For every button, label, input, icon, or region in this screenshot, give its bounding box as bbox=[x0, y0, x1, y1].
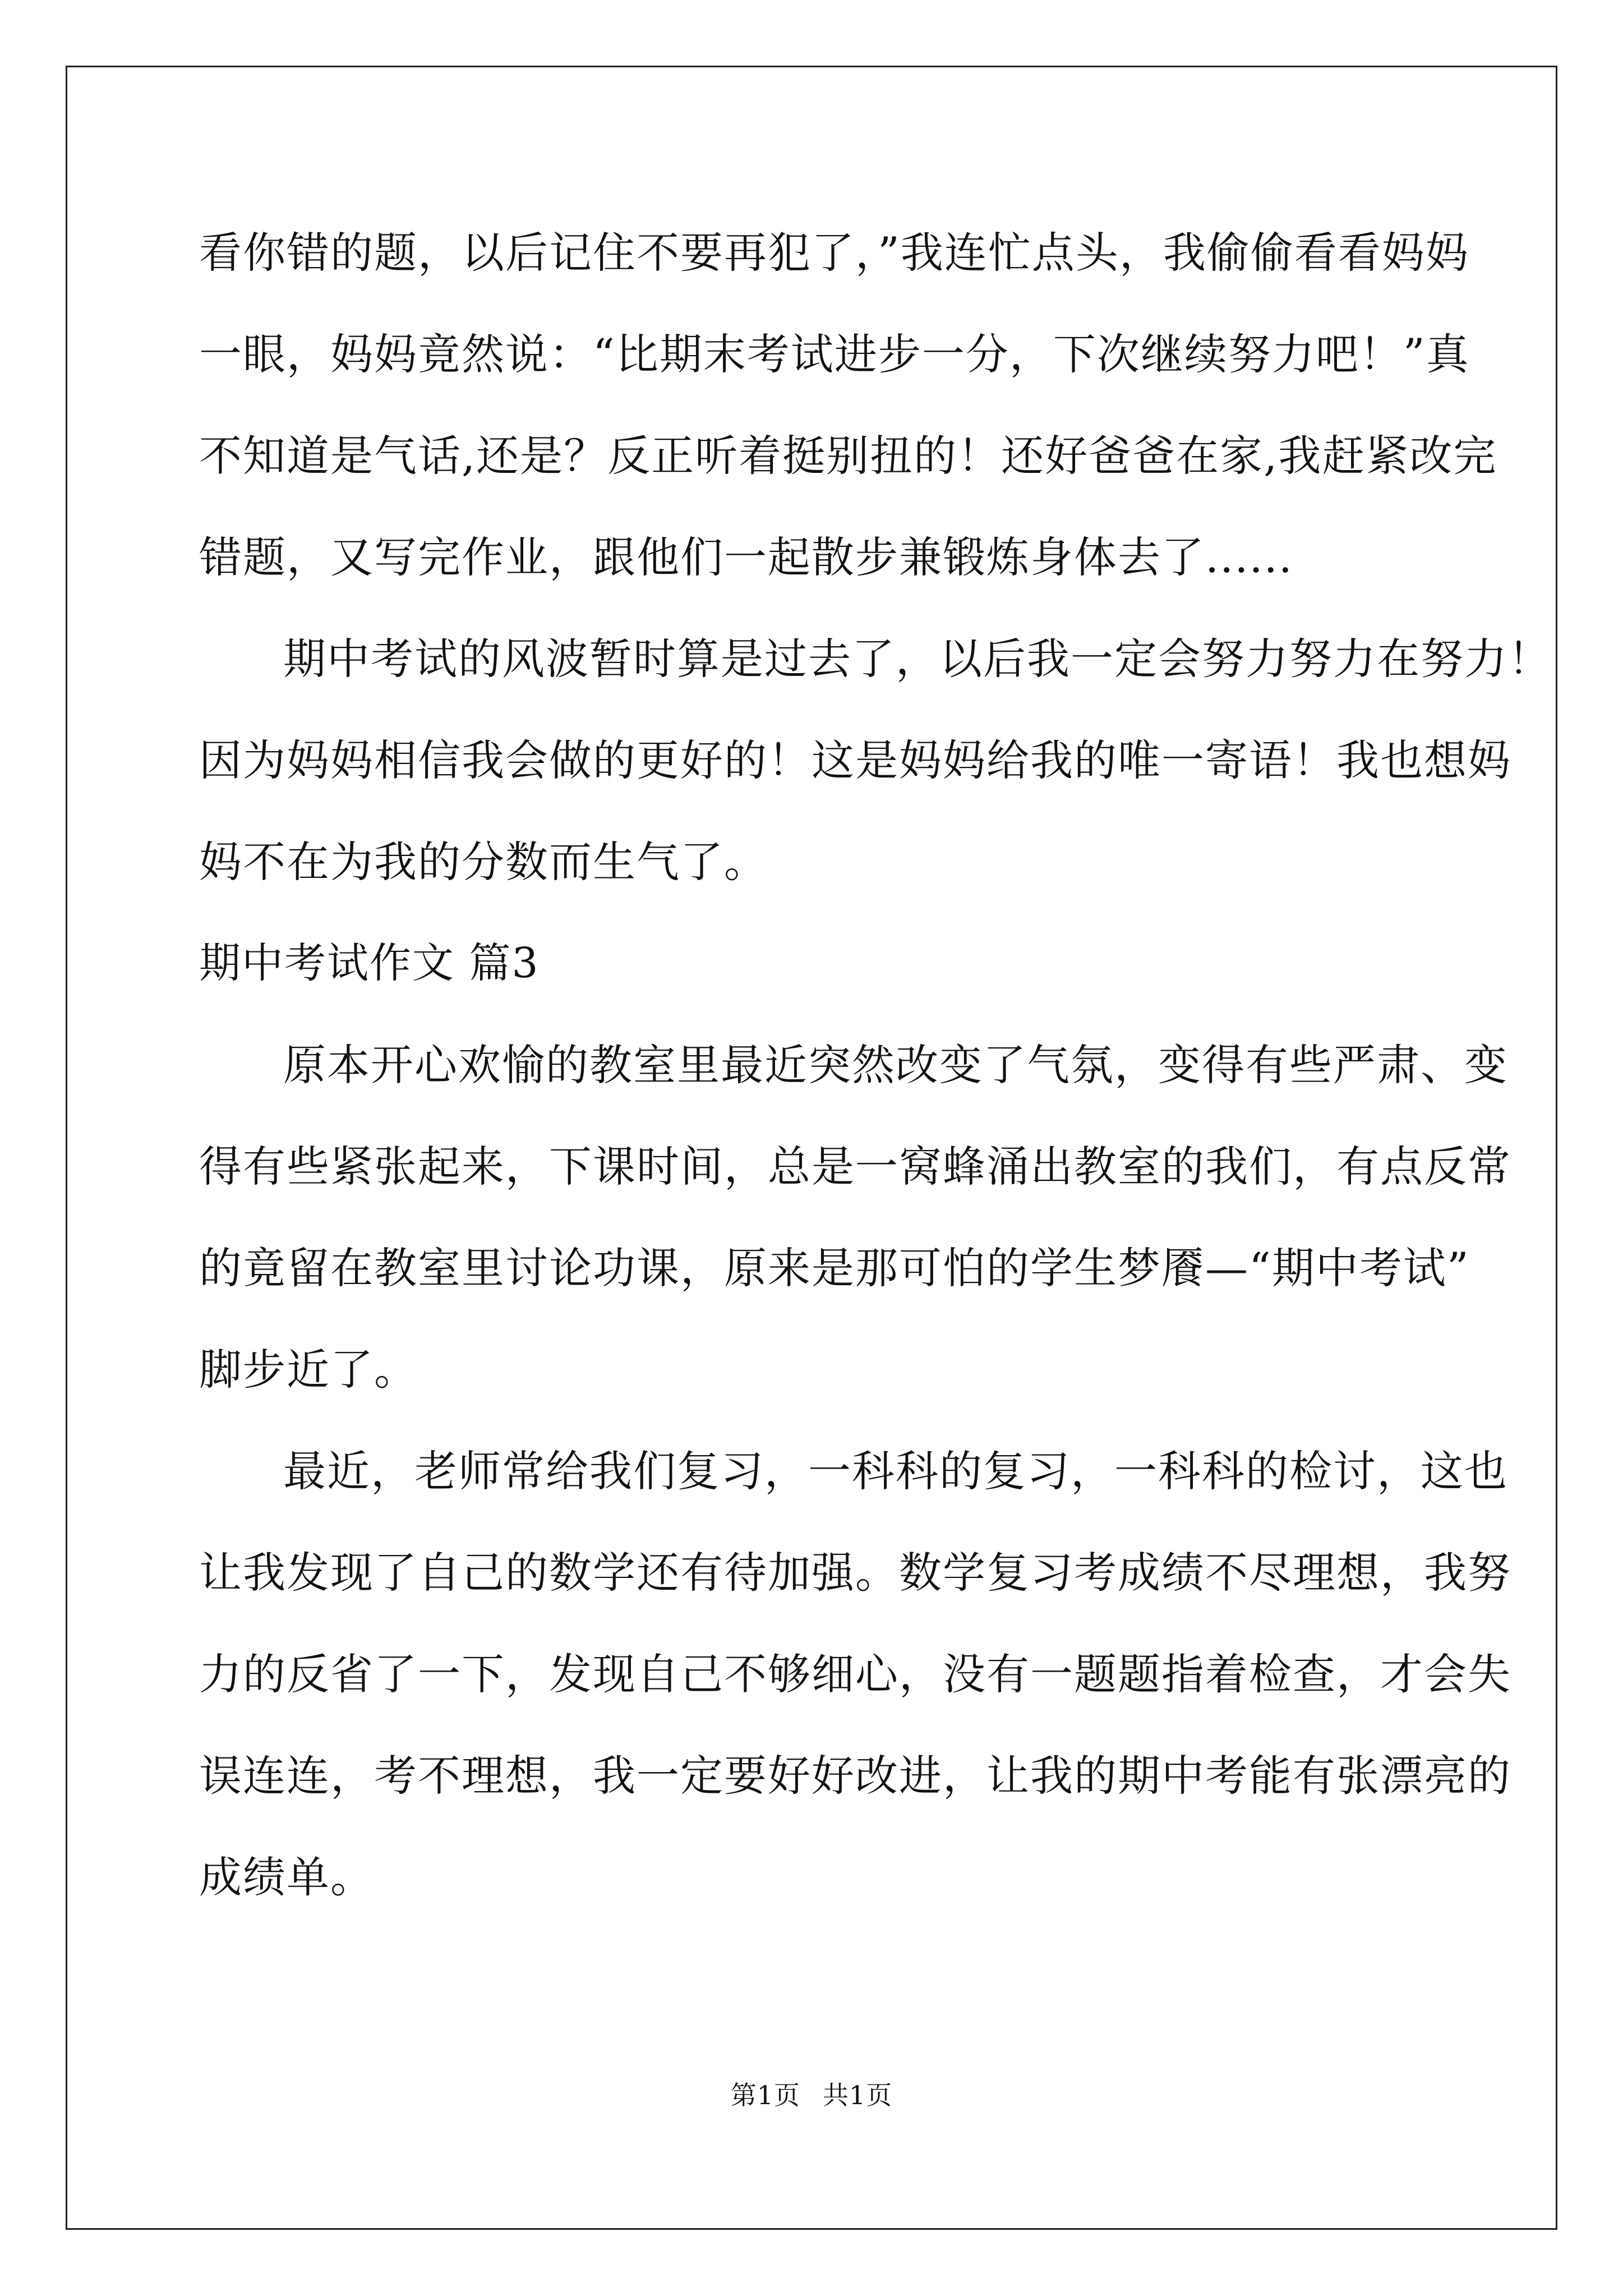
paragraph-start-line: 最近，老师常给我们复习，一科科的复习，一科科的检讨，这也 bbox=[283, 1446, 1508, 1496]
text-line: 的竟留在教室里讨论功课，原来是那可怕的学生梦餍—“期中考试” bbox=[199, 1243, 1470, 1293]
page-footer bbox=[0, 2078, 1623, 2112]
section-heading: 期中考试作文 篇3 bbox=[199, 939, 540, 987]
text-line: 错题，又写完作业，跟他们一起散步兼锻炼身体去了...... bbox=[199, 532, 1293, 582]
page-number: 第1页 bbox=[730, 2080, 800, 2110]
text-line: 一眼，妈妈竟然说：“比期末考试进步一分，下次继续努力吧！”真 bbox=[199, 329, 1470, 379]
text-line: 妈不在为我的分数而生气了。 bbox=[199, 837, 768, 887]
text-line: 让我发现了自己的数学还有待加强。数学复习考成绩不尽理想，我努 bbox=[199, 1548, 1511, 1598]
text-line: 得有些紧张起来，下课时间，总是一窝蜂涌出教室的我们，有点反常 bbox=[199, 1142, 1511, 1191]
document-body bbox=[199, 202, 1552, 1928]
page-total: 共1页 bbox=[823, 2080, 893, 2110]
text-line: 力的反省了一下，发现自己不够细心，没有一题题指着检查，才会失 bbox=[199, 1649, 1511, 1699]
paragraph-start-line: 期中考试的风波暂时算是过去了，以后我一定会努力努力在努力！ bbox=[283, 634, 1552, 684]
text-line: 脚步近了。 bbox=[199, 1345, 418, 1395]
paragraph-start-line: 原本开心欢愉的教室里最近突然改变了气氛，变得有些严肃、变 bbox=[283, 1040, 1508, 1090]
text-line: 看你错的题，以后记住不要再犯了，”我连忙点头，我偷偷看看妈妈 bbox=[199, 228, 1469, 278]
text-line: 因为妈妈相信我会做的更好的！这是妈妈给我的唯一寄语！我也想妈 bbox=[199, 735, 1511, 785]
text-line: 不知道是气话,还是？反正听着挺别扭的！还好爸爸在家,我赶紧改完 bbox=[199, 431, 1497, 481]
text-line: 成绩单。 bbox=[199, 1852, 374, 1902]
text-line: 误连连，考不理想，我一定要好好改进，让我的期中考能有张漂亮的 bbox=[199, 1751, 1511, 1801]
